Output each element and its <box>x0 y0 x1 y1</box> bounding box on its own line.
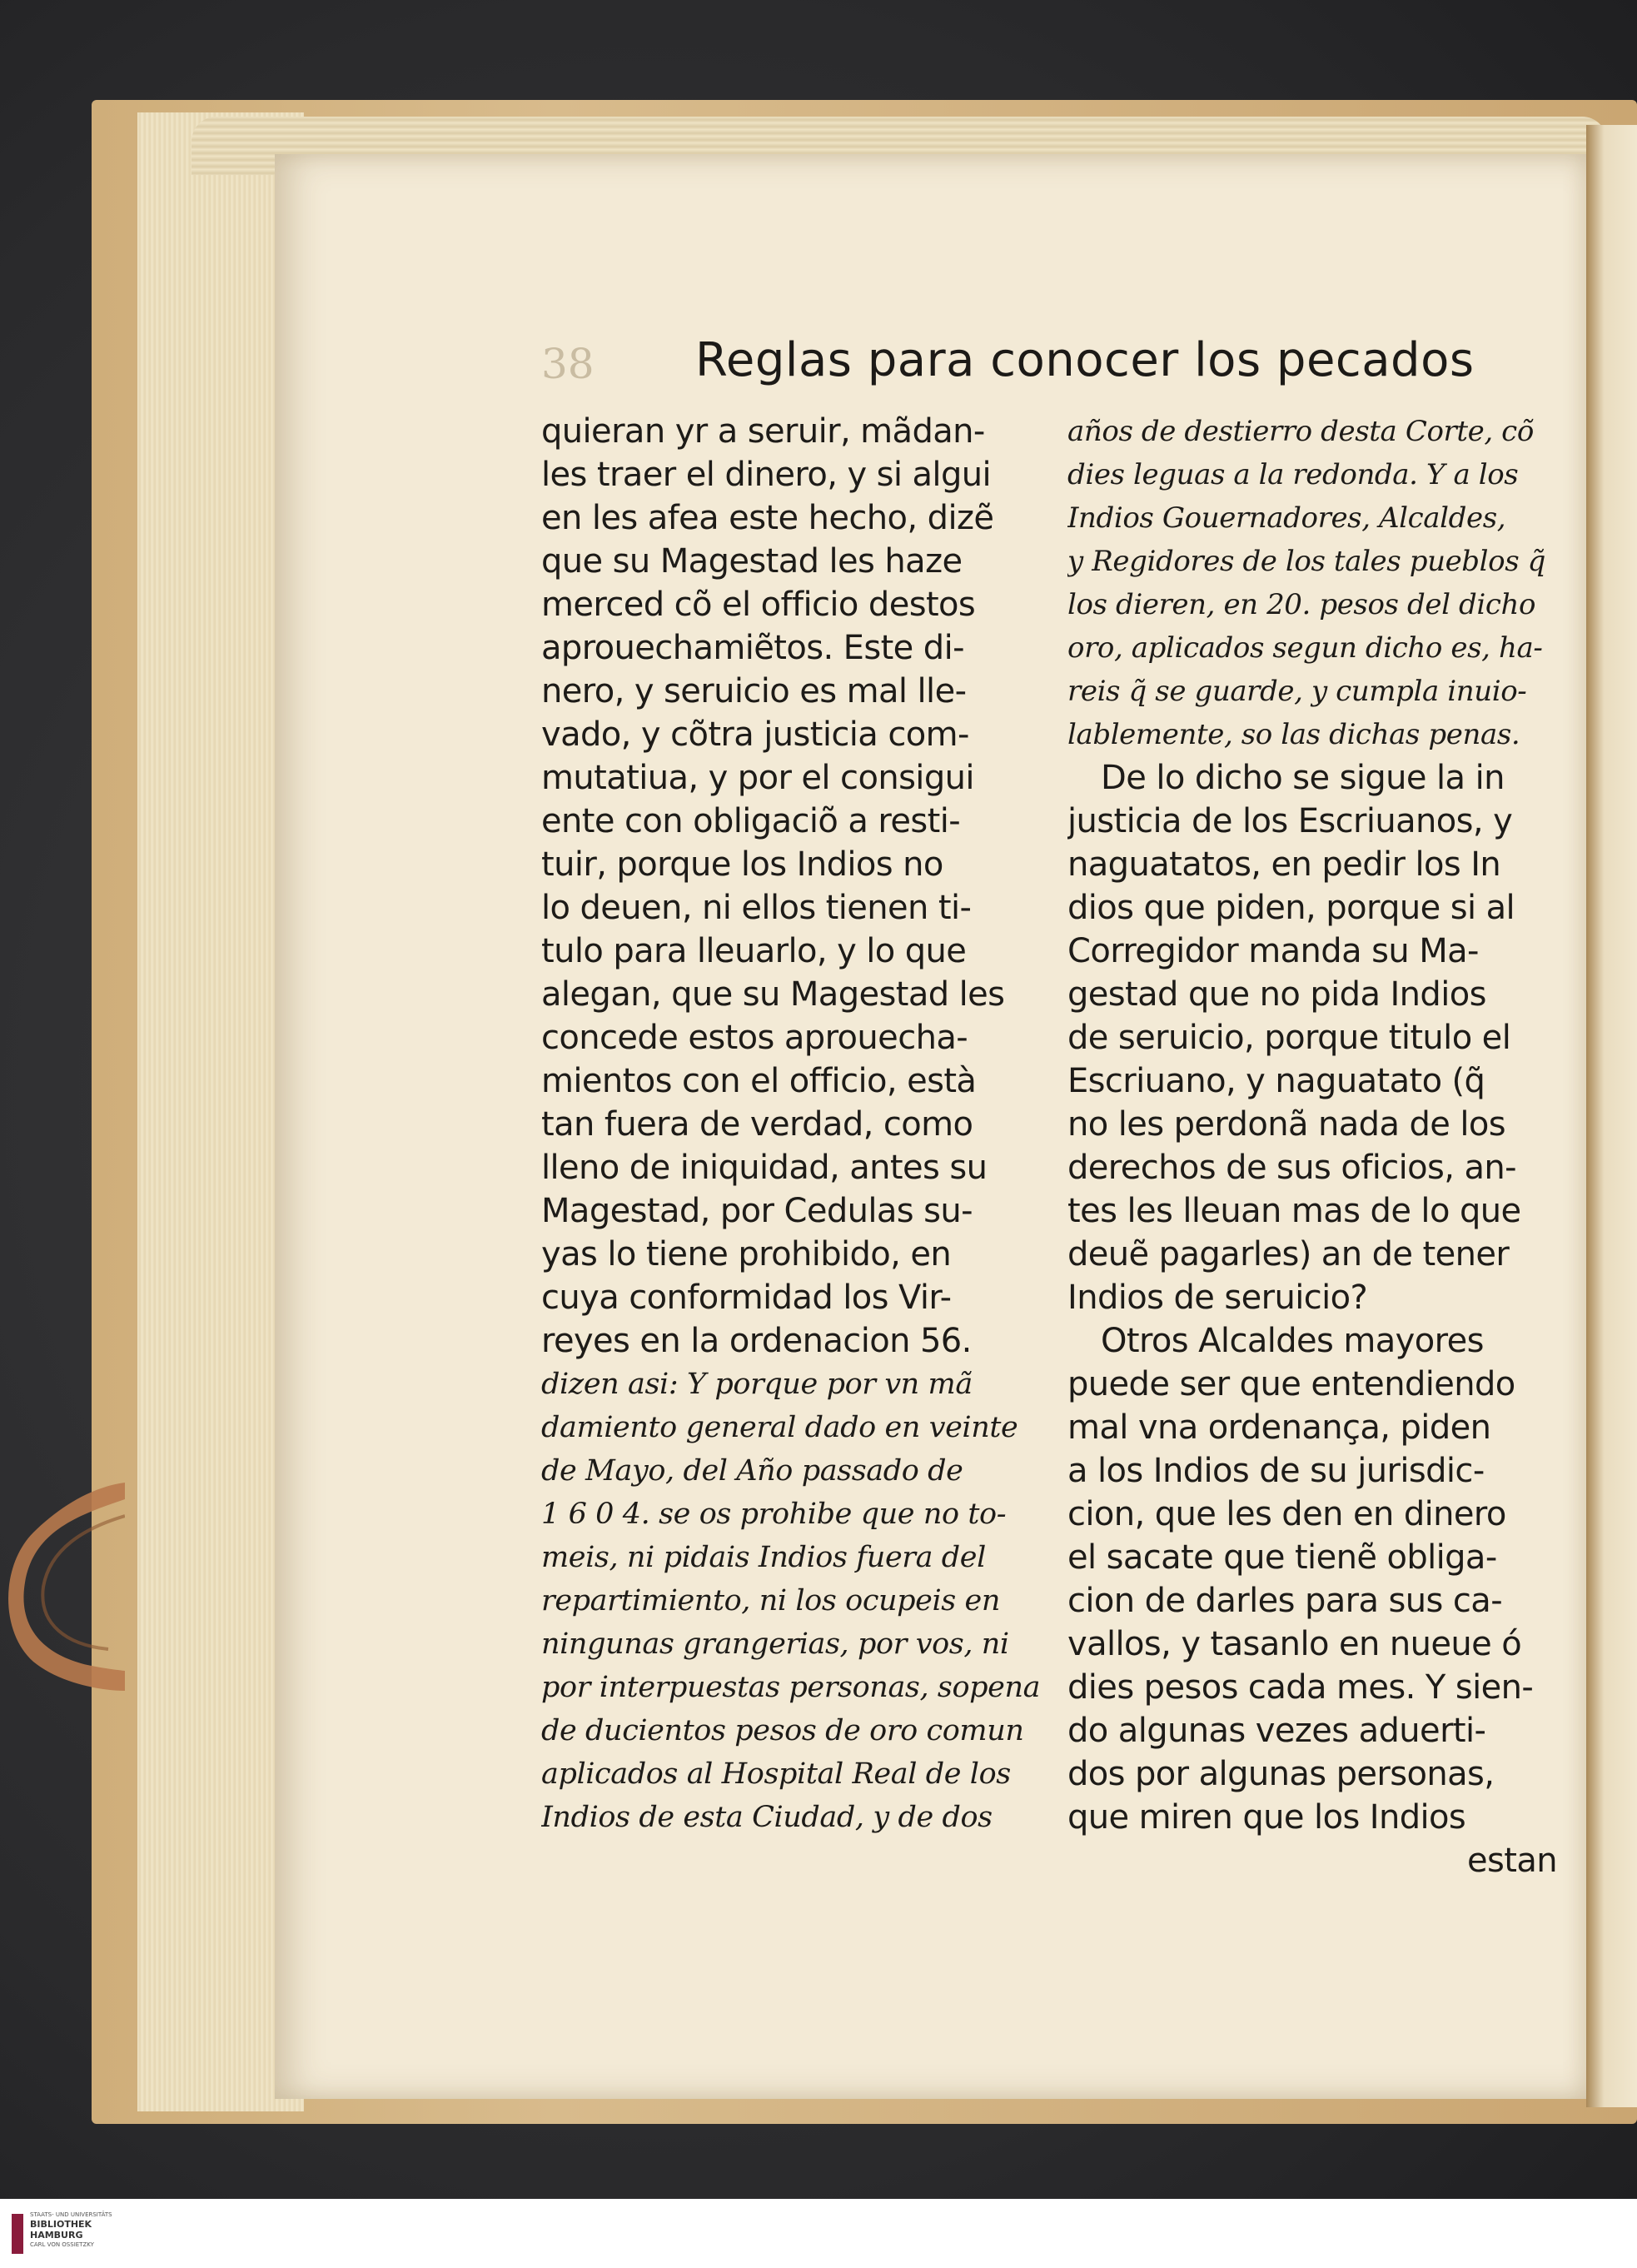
text-line: Indios de seruicio? <box>1067 1279 1368 1317</box>
library-footer <box>0 2199 1637 2268</box>
text-line: Magestad, por Cedulas su- <box>541 1192 973 1230</box>
text-line: los dieren, en 20. pesos del dicho <box>1067 588 1536 621</box>
text-line: Otros Alcaldes mayores <box>1101 1322 1484 1360</box>
text-line: tes les lleuan mas de lo que <box>1067 1192 1521 1230</box>
text-line: dies pesos cada mes. Y sien- <box>1067 1668 1534 1707</box>
text-line: no les perdonã nada de los <box>1067 1105 1506 1144</box>
text-line: estan <box>1467 1842 1557 1880</box>
text-line: yas lo tiene prohibido, en <box>541 1235 952 1274</box>
text-line: dizen asi: Y porque por vn mã <box>541 1368 973 1401</box>
logo-text <box>30 2211 112 2249</box>
text-line: damiento general dado en veinte <box>541 1411 1018 1444</box>
text-line: vallos, y tasanlo en nueue ó <box>1067 1625 1522 1663</box>
text-line: a los Indios de su jurisdic- <box>1067 1452 1485 1490</box>
text-line: oro, aplicados segun dicho es, ha- <box>1067 631 1543 665</box>
text-line: lablemente, so las dichas penas. <box>1067 718 1520 751</box>
right-text-column <box>1067 410 1567 1882</box>
text-line: que su Magestad les haze <box>541 542 963 581</box>
text-line: tuir, porque los Indios no <box>541 845 943 884</box>
text-line: cuya conformidad los Vir- <box>541 1279 952 1317</box>
text-line: ente con obligaciõ a resti- <box>541 802 961 840</box>
text-line: mientos con el officio, està <box>541 1062 977 1100</box>
text-line: cion, que les den en dinero <box>1067 1495 1506 1533</box>
text-line: aplicados al Hospital Real de los <box>541 1757 1011 1791</box>
text-line: derechos de sus oficios, an- <box>1067 1149 1517 1187</box>
logo-line: HAMBURG <box>30 2230 83 2241</box>
text-line: Indios Gouernadores, Alcaldes, <box>1067 501 1506 535</box>
text-line: 1 6 0 4. se os prohibe que no to- <box>541 1498 1007 1531</box>
text-line: que miren que los Indios <box>1067 1798 1466 1837</box>
logo-line: BIBLIOTHEK <box>30 2219 92 2230</box>
text-line: el sacate que tienẽ obliga- <box>1067 1538 1497 1577</box>
page-number: 38 <box>541 340 595 388</box>
text-line: gestad que no pida Indios <box>1067 975 1486 1014</box>
text-line: justicia de los Escriuanos, y <box>1067 802 1513 840</box>
text-line: mal vna ordenança, piden <box>1067 1408 1491 1447</box>
text-line: reis q̃ se guarde, y cumpla inuio- <box>1067 675 1527 708</box>
text-line: alegan, que su Magestad les <box>541 975 1005 1014</box>
text-line: merced cõ el officio destos <box>541 586 976 624</box>
text-line: de Mayo, del Año passado de <box>541 1454 963 1488</box>
library-logo <box>12 2211 170 2261</box>
text-line: naguatatos, en pedir los In <box>1067 845 1501 884</box>
text-line: lo deuen, ni ellos tienen ti- <box>541 889 972 927</box>
text-line: por interpuestas personas, sopena <box>541 1671 1041 1704</box>
text-line: de ducientos pesos de oro comun <box>541 1714 1024 1747</box>
text-line: vado, y cõtra justicia com- <box>541 715 969 754</box>
text-line: aprouechamiẽtos. Este di- <box>541 629 964 667</box>
text-line: meis, ni pidais Indios fuera del <box>541 1541 986 1574</box>
text-line: lleno de iniquidad, antes su <box>541 1149 988 1187</box>
text-line: dios que piden, porque si al <box>1067 889 1515 927</box>
running-head: Reglas para conocer los pecados <box>695 333 1475 387</box>
text-line: les traer el dinero, y si algui <box>541 456 991 494</box>
text-line: Escriuano, y naguatato (q̃ <box>1067 1062 1485 1100</box>
text-line: tulo para lleuarlo, y lo que <box>541 932 967 970</box>
text-line: en les afea este hecho, dizẽ <box>541 499 994 537</box>
text-line: de seruicio, porque titulo el <box>1067 1019 1511 1057</box>
text-line: nero, y seruicio es mal lle- <box>541 672 967 710</box>
facing-page-edge <box>1586 125 1637 2107</box>
text-line: puede ser que entendiendo <box>1067 1365 1515 1403</box>
logo-mark-icon <box>12 2214 23 2254</box>
text-line: deuẽ pagarles) an de tener <box>1067 1235 1510 1274</box>
text-line: y Regidores de los tales pueblos q̃ <box>1067 545 1546 578</box>
text-line: tan fuera de verdad, como <box>541 1105 973 1144</box>
logo-line: STAATS- UND UNIVERSITÄTS <box>30 2211 112 2218</box>
text-line: cion de darles para sus ca- <box>1067 1582 1503 1620</box>
text-line: reyes en la ordenacion 56. <box>541 1322 972 1360</box>
text-line: Corregidor manda su Ma- <box>1067 932 1479 970</box>
text-line: Indios de esta Ciudad, y de dos <box>541 1801 993 1834</box>
text-line: De lo dicho se sigue la in <box>1101 759 1505 797</box>
text-line: do algunas vezes aduerti- <box>1067 1712 1486 1750</box>
text-line: años de destierro desta Corte, cõ <box>1067 415 1534 448</box>
text-line: quieran yr a seruir, mãdan- <box>541 412 985 451</box>
text-line: mutatiua, y por el consigui <box>541 759 974 797</box>
text-line: concede estos aprouecha- <box>541 1019 968 1057</box>
text-line: dies leguas a la redonda. Y a los <box>1067 458 1519 491</box>
text-line: dos por algunas personas, <box>1067 1755 1495 1793</box>
left-text-column <box>541 410 1057 1839</box>
logo-line: CARL VON OSSIETZKY <box>30 2241 94 2248</box>
page-header <box>541 333 1499 400</box>
text-line: ningunas grangerias, por vos, ni <box>541 1627 1009 1661</box>
text-line: repartimiento, ni los ocupeis en <box>541 1584 1001 1618</box>
